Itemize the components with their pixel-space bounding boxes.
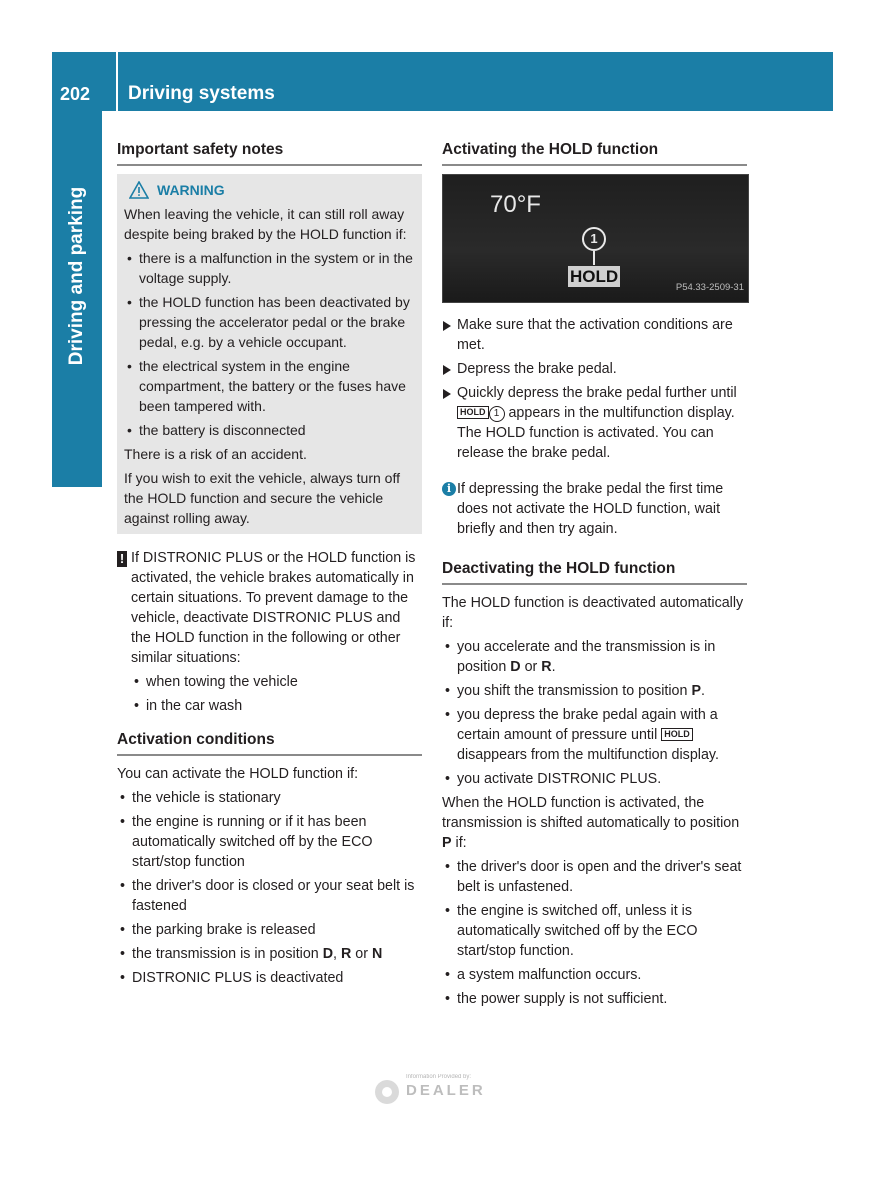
watermark-caption: Information Provided by: bbox=[406, 1074, 472, 1080]
step-result: The HOLD function is activated. You can release the brake pedal. bbox=[457, 425, 714, 461]
text-fragment: or bbox=[351, 946, 372, 962]
callout-number-icon: 1 bbox=[489, 406, 505, 422]
list-item: • the HOLD function has been deactivated by pressing the accelerator pedal or the brake pedal, e.g. by a vehicle occupant. bbox=[124, 292, 415, 352]
list-item: • DISTRONIC PLUS is deactivated bbox=[117, 968, 422, 988]
park-intro bbox=[442, 793, 747, 853]
list-item: • in the car wash bbox=[131, 696, 422, 716]
notice-text: If DISTRONIC PLUS or the HOLD function is activated, the vehicle brakes automatically in certain situations. To prevent damage to the vehicle, deactivate DISTRONIC PLUS and the HOLD function in the following or other similar situations: bbox=[131, 550, 416, 666]
hold-symbol-icon: HOLD bbox=[457, 406, 489, 419]
list-item: • the vehicle is stationary bbox=[117, 788, 422, 808]
step-text: Quickly depress the brake pedal further until bbox=[457, 385, 737, 401]
text-fragment: the transmission is in position bbox=[132, 946, 323, 962]
arrow-icon bbox=[443, 365, 451, 375]
list-item: • there is a malfunction in the system or in the voltage supply. bbox=[124, 248, 415, 288]
list-item: • the power supply is not sufficient. bbox=[442, 989, 747, 1009]
text-fragment: . bbox=[551, 659, 556, 675]
left-column bbox=[117, 140, 422, 992]
info-icon: i bbox=[442, 482, 456, 496]
warning-advice: If you wish to exit the vehicle, always turn off the HOLD function and secure the vehicle against rolling away. bbox=[124, 470, 400, 526]
position-d: D bbox=[322, 946, 334, 962]
callout-line bbox=[593, 251, 595, 265]
header-divider bbox=[116, 52, 118, 111]
text-fragment: . bbox=[700, 683, 705, 699]
right-column bbox=[442, 140, 747, 1013]
text-fragment: if: bbox=[451, 835, 467, 851]
activating-heading: Activating the HOLD function bbox=[442, 140, 747, 166]
list-item: • when towing the vehicle bbox=[131, 672, 422, 692]
exclamation-icon: ! bbox=[117, 551, 127, 567]
warning-triangle-icon bbox=[129, 181, 149, 199]
text-fragment: or bbox=[520, 659, 542, 675]
step-text: Make sure that the activation conditions are met. bbox=[457, 317, 733, 353]
step-item bbox=[442, 359, 747, 379]
position-p: P bbox=[442, 835, 452, 851]
deactivating-list bbox=[442, 637, 747, 789]
warning-box bbox=[117, 174, 422, 534]
info-text: If depressing the brake pedal the first time does not activate the HOLD function, wait briefly and then try again. bbox=[457, 481, 724, 537]
text-fragment: you depress the brake pedal again with a certain amount of pressure until bbox=[457, 707, 718, 743]
warning-risk: There is a risk of an accident. bbox=[124, 446, 307, 462]
image-reference: P54.33-2509-31 bbox=[675, 282, 744, 293]
warning-intro: When leaving the vehicle, it can still roll away despite being braked by the HOLD function if: bbox=[124, 206, 407, 242]
page-number: 202 bbox=[60, 84, 91, 104]
watermark-text: DEALER bbox=[406, 1082, 486, 1099]
list-item bbox=[442, 705, 747, 765]
list-item: • the engine is running or if it has been automatically switched off by the ECO start/stop function bbox=[117, 812, 422, 872]
text-fragment: you shift the transmission to position bbox=[457, 683, 692, 699]
arrow-icon bbox=[443, 321, 451, 331]
info-note bbox=[442, 479, 747, 539]
list-item: • the engine is switched off, unless it is automatically switched off by the ECO start/stop function. bbox=[442, 901, 747, 961]
position-d: D bbox=[510, 659, 521, 675]
position-r: R bbox=[541, 659, 552, 675]
list-item: • you activate DISTRONIC PLUS. bbox=[442, 769, 747, 789]
text-fragment: you accelerate and the transmission is in position bbox=[457, 639, 716, 675]
display-temperature: 70°F bbox=[490, 191, 541, 218]
list-item-transmission bbox=[117, 944, 422, 964]
conditions-intro: You can activate the HOLD function if: bbox=[117, 766, 359, 782]
list-item: • the parking brake is released bbox=[117, 920, 422, 940]
text-fragment: When the HOLD function is activated, the transmission is shifted automatically to position bbox=[442, 795, 740, 831]
safety-heading: Important safety notes bbox=[117, 140, 422, 166]
hold-symbol-icon: HOLD bbox=[661, 728, 693, 741]
side-tab-label-wrap bbox=[52, 111, 102, 441]
dealer-watermark bbox=[373, 1072, 503, 1112]
step-item bbox=[442, 383, 747, 463]
side-tab-label: Driving and parking bbox=[66, 186, 88, 366]
park-list bbox=[442, 857, 747, 1009]
conditions-list bbox=[117, 788, 422, 988]
step-item bbox=[442, 315, 747, 355]
text-fragment: , bbox=[333, 946, 341, 962]
list-item: • the driver's door is closed or your seat belt is fastened bbox=[117, 876, 422, 916]
page-title: Driving systems bbox=[128, 83, 275, 104]
arrow-icon bbox=[443, 389, 451, 399]
list-item: • the driver's door is open and the driver's seat belt is unfastened. bbox=[442, 857, 747, 897]
position-p: P bbox=[691, 683, 701, 699]
multifunction-display-image bbox=[442, 174, 749, 303]
damage-notice bbox=[117, 548, 422, 716]
warning-title: WARNING bbox=[157, 182, 225, 198]
display-hold-indicator: HOLD bbox=[570, 267, 619, 286]
deactivating-heading: Deactivating the HOLD function bbox=[442, 559, 747, 585]
list-item bbox=[442, 681, 747, 701]
conditions-heading: Activation conditions bbox=[117, 730, 422, 756]
step-text: Depress the brake pedal. bbox=[457, 361, 617, 377]
warning-list bbox=[124, 248, 415, 440]
warning-title-row bbox=[124, 180, 415, 200]
list-item: • the electrical system in the engine compartment, the battery or the fuses have been tampered with. bbox=[124, 356, 415, 416]
deactivating-intro: The HOLD function is deactivated automatically if: bbox=[442, 595, 744, 631]
position-r: R bbox=[341, 946, 352, 962]
list-item: • a system malfunction occurs. bbox=[442, 965, 747, 985]
text-fragment: disappears from the multifunction display. bbox=[457, 747, 719, 763]
list-item: • the battery is disconnected bbox=[124, 420, 415, 440]
notice-list bbox=[131, 672, 422, 716]
display-callout: 1 bbox=[582, 227, 606, 251]
step-text: appears in the multifunction display. bbox=[504, 405, 735, 421]
activation-steps bbox=[442, 315, 747, 463]
position-n: N bbox=[372, 946, 383, 962]
list-item bbox=[442, 637, 747, 677]
watermark-logo-icon bbox=[373, 1078, 401, 1106]
